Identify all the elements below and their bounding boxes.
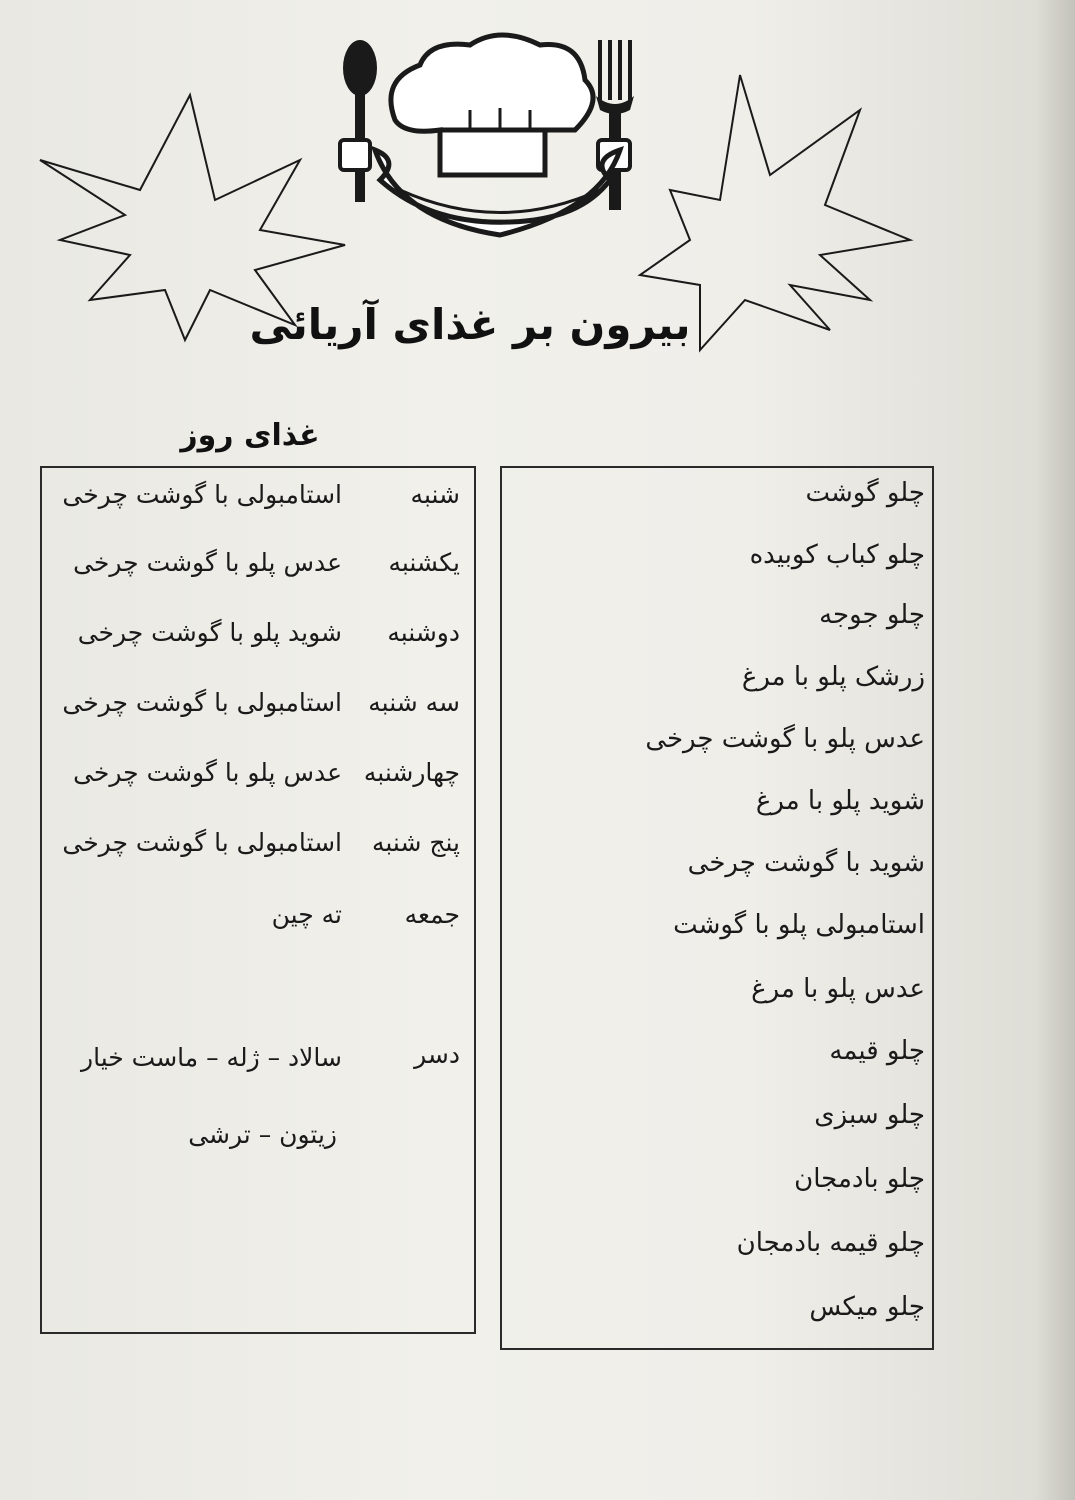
day-label: شنبه (410, 480, 460, 509)
daily-menu-heading: غذای روز (180, 418, 320, 453)
list-item: چلو کباب کوبیده (749, 540, 925, 570)
spoon-icon (340, 40, 377, 202)
list-item: چلو بادمجان (794, 1164, 925, 1194)
day-label: جمعه (404, 900, 460, 929)
list-item: زرشک پلو با مرغ (741, 662, 925, 692)
dessert-label: دسر (414, 1040, 460, 1069)
list-item: شوید پلو با مرغ (755, 786, 925, 816)
dessert-items: سالاد – ژله – ماست خیار (81, 1043, 342, 1072)
list-item: شوید با گوشت چرخی (687, 848, 925, 878)
list-item: چلو میکس (809, 1292, 925, 1322)
day-dish: ته چین (271, 900, 342, 929)
list-item: چلو گوشت (805, 478, 925, 508)
day-label: سه شنبه (368, 688, 460, 717)
day-label: دوشنبه (387, 618, 460, 647)
day-label: چهارشنبه (363, 758, 460, 787)
list-item: چلو قیمه بادمجان (736, 1228, 925, 1258)
day-dish: عدس پلو با گوشت چرخی (73, 548, 342, 577)
day-dish: عدس پلو با گوشت چرخی (73, 758, 342, 787)
day-dish: شوید پلو با گوشت چرخی (77, 618, 342, 647)
chef-hat-icon (391, 35, 593, 175)
header-illustration (0, 0, 1075, 420)
day-dish: استامبولی با گوشت چرخی (62, 688, 342, 717)
day-label: یکشنبه (388, 548, 460, 577)
restaurant-title: بیرون بر غذای آریائی (249, 300, 691, 349)
list-item: چلو سبزی (814, 1100, 925, 1130)
day-dish: استامبولی با گوشت چرخی (62, 828, 342, 857)
list-item: چلو جوجه (819, 600, 925, 630)
list-item: عدس پلو با گوشت چرخی (645, 724, 925, 754)
day-dish: استامبولی با گوشت چرخی (62, 480, 342, 509)
list-item: عدس پلو با مرغ (751, 974, 925, 1004)
list-item: استامبولی پلو با گوشت (673, 910, 925, 940)
day-label: پنج شنبه (371, 828, 460, 857)
main-menu-box (500, 466, 934, 1350)
dessert-items-extra: زیتون – ترشی (188, 1120, 337, 1149)
list-item: چلو قیمه (829, 1036, 925, 1066)
